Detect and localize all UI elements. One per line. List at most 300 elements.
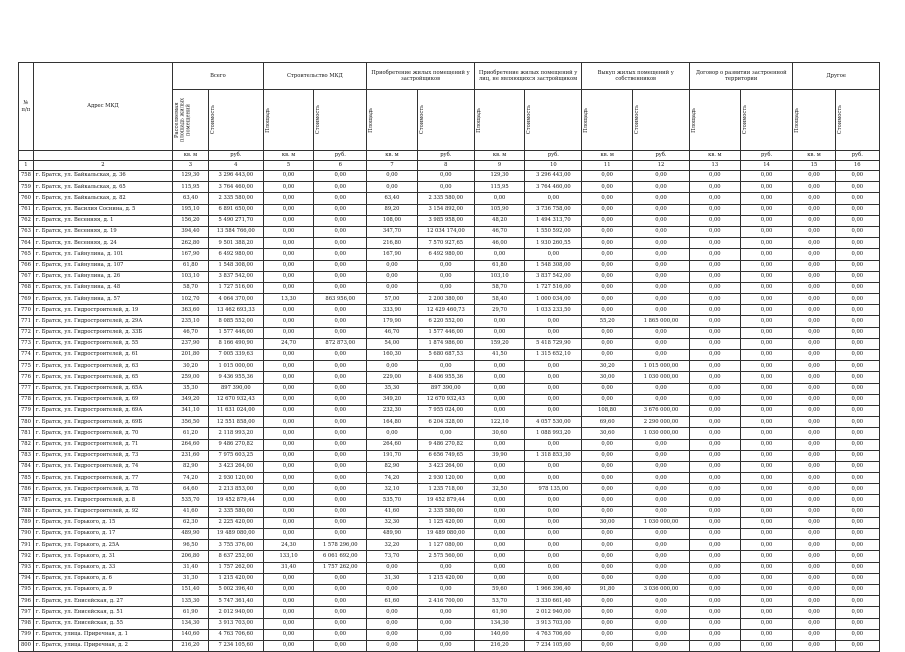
value-cell: 0,00 bbox=[740, 350, 793, 361]
value-cell: 3 330 661,40 bbox=[525, 596, 582, 607]
row-number-cell: 765 bbox=[19, 249, 34, 260]
value-cell: 0,00 bbox=[263, 461, 314, 472]
value-cell: 0,00 bbox=[582, 271, 633, 282]
value-cell: 0,00 bbox=[474, 439, 525, 450]
row-number-cell: 788 bbox=[19, 506, 34, 517]
value-cell: 13,30 bbox=[263, 294, 314, 305]
value-cell: 2 225 420,00 bbox=[208, 517, 263, 528]
value-cell: 394,40 bbox=[173, 226, 209, 237]
value-cell: 0,00 bbox=[835, 171, 879, 182]
value-cell: 1 315 652,10 bbox=[525, 350, 582, 361]
unit-rub: руб. bbox=[740, 151, 793, 161]
value-cell: 7 234 105,60 bbox=[208, 640, 263, 651]
value-cell: 0,00 bbox=[525, 495, 582, 506]
value-cell: 0,00 bbox=[740, 551, 793, 562]
header-area: Площадь bbox=[793, 90, 835, 151]
value-cell: 0,00 bbox=[740, 226, 793, 237]
value-cell: 978 135,00 bbox=[525, 484, 582, 495]
value-cell: 7 570 927,65 bbox=[417, 238, 474, 249]
row-number-cell: 791 bbox=[19, 540, 34, 551]
value-cell: 0,00 bbox=[835, 372, 879, 383]
value-cell: 1 548 308,00 bbox=[208, 260, 263, 271]
value-cell: 0,00 bbox=[633, 607, 690, 618]
table-row bbox=[19, 417, 880, 428]
value-cell: 0,00 bbox=[314, 450, 367, 461]
value-cell: 0,00 bbox=[793, 316, 835, 327]
value-cell: 0,00 bbox=[314, 417, 367, 428]
value-cell: 0,00 bbox=[835, 282, 879, 293]
value-cell: 0,00 bbox=[835, 573, 879, 584]
address-cell: г. Братск, ул. Гидростроителей, д. 8 bbox=[33, 495, 172, 506]
value-cell: 0,00 bbox=[740, 562, 793, 573]
address-cell: г. Братск, улица. Приречная, д. 2 bbox=[33, 640, 172, 651]
value-cell: 58,70 bbox=[173, 282, 209, 293]
column-number: 15 bbox=[793, 161, 835, 171]
value-cell: 0,00 bbox=[633, 350, 690, 361]
value-cell: 6 656 749,65 bbox=[417, 450, 474, 461]
value-cell: 63,40 bbox=[367, 193, 418, 204]
address-cell: г. Братск, ул. Весенняя, д. 1 bbox=[33, 215, 172, 226]
row-number-cell: 787 bbox=[19, 495, 34, 506]
value-cell: 0,00 bbox=[633, 215, 690, 226]
unit-rub: руб. bbox=[835, 151, 879, 161]
value-cell: 0,00 bbox=[633, 596, 690, 607]
value-cell: 0,00 bbox=[740, 607, 793, 618]
value-cell: 0,00 bbox=[417, 629, 474, 640]
value-cell: 206,80 bbox=[173, 551, 209, 562]
value-cell: 216,80 bbox=[367, 238, 418, 249]
address-cell: г. Братск, ул. Гидростроителей, д. 92 bbox=[33, 506, 172, 517]
address-cell: г. Братск, ул. Гидростроителей, д. 78 bbox=[33, 484, 172, 495]
value-cell: 0,00 bbox=[417, 271, 474, 282]
value-cell: 0,00 bbox=[835, 182, 879, 193]
value-cell: 160,30 bbox=[367, 350, 418, 361]
value-cell: 0,00 bbox=[263, 473, 314, 484]
value-cell: 61,90 bbox=[173, 607, 209, 618]
value-cell: 0,00 bbox=[633, 383, 690, 394]
table-row bbox=[19, 506, 880, 517]
value-cell: 0,00 bbox=[690, 461, 741, 472]
value-cell: 3 837 542,00 bbox=[525, 271, 582, 282]
value-cell: 0,00 bbox=[793, 495, 835, 506]
value-cell: 0,00 bbox=[793, 640, 835, 651]
value-cell: 0,00 bbox=[690, 338, 741, 349]
value-cell: 0,00 bbox=[835, 517, 879, 528]
value-cell: 0,00 bbox=[582, 282, 633, 293]
value-cell: 0,00 bbox=[263, 607, 314, 618]
value-cell: 0,00 bbox=[690, 551, 741, 562]
value-cell: 489,90 bbox=[367, 529, 418, 540]
value-cell: 0,00 bbox=[633, 450, 690, 461]
value-cell: 102,70 bbox=[173, 294, 209, 305]
address-cell: г. Братск, улица. Приречная, д. 1 bbox=[33, 629, 172, 640]
value-cell: 0,00 bbox=[582, 338, 633, 349]
value-cell: 0,00 bbox=[263, 417, 314, 428]
value-cell: 6 492 980,00 bbox=[208, 249, 263, 260]
value-cell: 1 088 993,20 bbox=[525, 428, 582, 439]
value-cell: 1 030 000,00 bbox=[633, 517, 690, 528]
value-cell: 0,00 bbox=[690, 204, 741, 215]
value-cell: 1 966 396,40 bbox=[525, 584, 582, 595]
value-cell: 46,70 bbox=[173, 327, 209, 338]
table-row bbox=[19, 394, 880, 405]
value-cell: 0,00 bbox=[793, 361, 835, 372]
table-row bbox=[19, 249, 880, 260]
value-cell: 115,95 bbox=[173, 182, 209, 193]
value-cell: 5 680 687,53 bbox=[417, 350, 474, 361]
table-row bbox=[19, 316, 880, 327]
value-cell: 3 423 264,00 bbox=[417, 461, 474, 472]
value-cell: 24,30 bbox=[263, 540, 314, 551]
value-cell: 3 837 542,00 bbox=[208, 271, 263, 282]
value-cell: 4 763 706,60 bbox=[208, 629, 263, 640]
value-cell: 0,00 bbox=[793, 182, 835, 193]
row-number-cell: 767 bbox=[19, 271, 34, 282]
value-cell: 0,00 bbox=[740, 182, 793, 193]
value-cell: 134,30 bbox=[173, 618, 209, 629]
value-cell: 108,80 bbox=[582, 405, 633, 416]
value-cell: 2 012 940,00 bbox=[525, 607, 582, 618]
row-number-cell: 784 bbox=[19, 461, 34, 472]
value-cell: 0,00 bbox=[525, 562, 582, 573]
table-row bbox=[19, 473, 880, 484]
value-cell: 6 204 328,00 bbox=[417, 417, 474, 428]
value-cell: 0,00 bbox=[740, 294, 793, 305]
value-cell: 3 676 000,00 bbox=[633, 405, 690, 416]
value-cell: 0,00 bbox=[314, 372, 367, 383]
row-number-cell: 774 bbox=[19, 350, 34, 361]
value-cell: 0,00 bbox=[582, 461, 633, 472]
value-cell: 134,30 bbox=[474, 618, 525, 629]
value-cell: 0,00 bbox=[690, 607, 741, 618]
value-cell: 12 551 858,00 bbox=[208, 417, 263, 428]
value-cell: 0,00 bbox=[793, 372, 835, 383]
value-cell: 9 436 955,36 bbox=[208, 372, 263, 383]
table-row bbox=[19, 529, 880, 540]
value-cell: 0,00 bbox=[263, 372, 314, 383]
value-cell: 82,90 bbox=[173, 461, 209, 472]
value-cell: 4 763 706,60 bbox=[525, 629, 582, 640]
table-row bbox=[19, 271, 880, 282]
value-cell: 0,00 bbox=[263, 405, 314, 416]
value-cell: 0,00 bbox=[690, 495, 741, 506]
value-cell: 0,00 bbox=[525, 193, 582, 204]
value-cell: 19 452 879,44 bbox=[417, 495, 474, 506]
column-number: 12 bbox=[633, 161, 690, 171]
header-group-territory: Договор о развитии застроенной территории bbox=[690, 63, 793, 90]
table-row bbox=[19, 405, 880, 416]
header-area: Площадь bbox=[582, 90, 633, 151]
value-cell: 0,00 bbox=[633, 495, 690, 506]
value-cell: 12 670 932,43 bbox=[208, 394, 263, 405]
value-cell: 0,00 bbox=[740, 506, 793, 517]
value-cell: 7 234 105,60 bbox=[525, 640, 582, 651]
value-cell: 0,00 bbox=[740, 327, 793, 338]
value-cell: 0,00 bbox=[633, 327, 690, 338]
value-cell: 0,00 bbox=[314, 361, 367, 372]
header-cost: Стоимость bbox=[417, 90, 474, 151]
value-cell: 0,00 bbox=[314, 226, 367, 237]
value-cell: 0,00 bbox=[740, 450, 793, 461]
value-cell: 0,00 bbox=[525, 573, 582, 584]
value-cell: 69,60 bbox=[582, 417, 633, 428]
value-cell: 0,00 bbox=[740, 361, 793, 372]
value-cell: 19 489 080,00 bbox=[417, 529, 474, 540]
value-cell: 0,00 bbox=[835, 338, 879, 349]
value-cell: 0,00 bbox=[633, 249, 690, 260]
value-cell: 363,60 bbox=[173, 305, 209, 316]
value-cell: 0,00 bbox=[582, 596, 633, 607]
address-cell: г. Братск, ул. Гидростроителей, д. 70 bbox=[33, 428, 172, 439]
column-number: 9 bbox=[474, 161, 525, 171]
address-cell: г. Братск, ул. Енисейская, д. 55 bbox=[33, 618, 172, 629]
value-cell: 89,20 bbox=[367, 204, 418, 215]
column-number: 7 bbox=[367, 161, 418, 171]
header-group-buyout: Выкуп жилых помещений у собственников bbox=[582, 63, 690, 90]
value-cell: 0,00 bbox=[793, 193, 835, 204]
value-cell: 1 215 420,00 bbox=[417, 573, 474, 584]
value-cell: 0,00 bbox=[474, 327, 525, 338]
row-number-cell: 794 bbox=[19, 573, 34, 584]
table-row bbox=[19, 294, 880, 305]
address-cell: г. Братск, ул. Байкальская, д. 65 bbox=[33, 182, 172, 193]
value-cell: 2 335 580,00 bbox=[208, 506, 263, 517]
value-cell: 0,00 bbox=[740, 249, 793, 260]
table-row bbox=[19, 640, 880, 651]
value-cell: 0,00 bbox=[314, 484, 367, 495]
table-row bbox=[19, 584, 880, 595]
value-cell: 39,90 bbox=[474, 450, 525, 461]
value-cell: 103,10 bbox=[474, 271, 525, 282]
value-cell: 0,00 bbox=[474, 193, 525, 204]
value-cell: 1 215 420,00 bbox=[208, 573, 263, 584]
row-number-cell: 770 bbox=[19, 305, 34, 316]
value-cell: 0,00 bbox=[633, 551, 690, 562]
value-cell: 2 930 120,00 bbox=[208, 473, 263, 484]
value-cell: 0,00 bbox=[314, 607, 367, 618]
value-cell: 0,00 bbox=[835, 506, 879, 517]
value-cell: 74,20 bbox=[173, 473, 209, 484]
value-cell: 0,00 bbox=[314, 428, 367, 439]
value-cell: 264,60 bbox=[367, 439, 418, 450]
value-cell: 0,00 bbox=[740, 417, 793, 428]
address-cell: г. Братск, ул. Гайнулина, д. 107 bbox=[33, 260, 172, 271]
header-cost: Стоимость bbox=[835, 90, 879, 151]
value-cell: 216,20 bbox=[173, 640, 209, 651]
row-number-cell: 773 bbox=[19, 338, 34, 349]
unit-blank bbox=[33, 151, 172, 161]
value-cell: 61,20 bbox=[173, 428, 209, 439]
value-cell: 0,00 bbox=[835, 495, 879, 506]
value-cell: 3 036 000,00 bbox=[633, 584, 690, 595]
address-cell: г. Братск, ул. Горького, д. 33 bbox=[33, 562, 172, 573]
value-cell: 0,00 bbox=[835, 461, 879, 472]
value-cell: 0,00 bbox=[740, 428, 793, 439]
value-cell: 1 930 260,55 bbox=[525, 238, 582, 249]
value-cell: 0,00 bbox=[690, 529, 741, 540]
value-cell: 2 200 380,00 bbox=[417, 294, 474, 305]
value-cell: 0,00 bbox=[793, 171, 835, 182]
value-cell: 0,00 bbox=[740, 238, 793, 249]
value-cell: 3 736 758,00 bbox=[525, 204, 582, 215]
value-cell: 0,00 bbox=[263, 260, 314, 271]
address-cell: г. Братск, ул. Гидростроителей, д. 33Б bbox=[33, 327, 172, 338]
value-cell: 2 012 940,00 bbox=[208, 607, 263, 618]
value-cell: 0,00 bbox=[793, 271, 835, 282]
value-cell: 0,00 bbox=[740, 405, 793, 416]
value-cell: 0,00 bbox=[690, 428, 741, 439]
value-cell: 0,00 bbox=[740, 540, 793, 551]
value-cell: 0,00 bbox=[582, 506, 633, 517]
value-cell: 0,00 bbox=[417, 171, 474, 182]
value-cell: 31,40 bbox=[263, 562, 314, 573]
value-cell: 3 154 892,00 bbox=[417, 204, 474, 215]
value-cell: 12 429 460,73 bbox=[417, 305, 474, 316]
value-cell: 0,00 bbox=[740, 484, 793, 495]
value-cell: 0,00 bbox=[314, 640, 367, 651]
value-cell: 0,00 bbox=[263, 529, 314, 540]
value-cell: 0,00 bbox=[263, 238, 314, 249]
row-number-cell: 760 bbox=[19, 193, 34, 204]
value-cell: 41,60 bbox=[173, 506, 209, 517]
value-cell: 1 000 034,00 bbox=[525, 294, 582, 305]
value-cell: 0,00 bbox=[690, 517, 741, 528]
header-group-non-developer: Приобретение жилых помещений у лиц, не являющихся застройщиком bbox=[474, 63, 582, 90]
value-cell: 159,20 bbox=[474, 338, 525, 349]
value-cell: 0,00 bbox=[835, 484, 879, 495]
row-number-cell: 781 bbox=[19, 428, 34, 439]
value-cell: 1 015 000,00 bbox=[633, 361, 690, 372]
value-cell: 489,90 bbox=[173, 529, 209, 540]
value-cell: 0,00 bbox=[793, 506, 835, 517]
table-row bbox=[19, 428, 880, 439]
value-cell: 73,70 bbox=[367, 551, 418, 562]
value-cell: 122,10 bbox=[474, 417, 525, 428]
value-cell: 0,00 bbox=[633, 439, 690, 450]
value-cell: 0,00 bbox=[633, 506, 690, 517]
value-cell: 0,00 bbox=[314, 249, 367, 260]
value-cell: 0,00 bbox=[740, 473, 793, 484]
value-cell: 0,00 bbox=[793, 383, 835, 394]
value-cell: 0,00 bbox=[582, 305, 633, 316]
value-cell: 0,00 bbox=[835, 271, 879, 282]
value-cell: 140,60 bbox=[474, 629, 525, 640]
value-cell: 2 335 580,00 bbox=[208, 193, 263, 204]
value-cell: 0,00 bbox=[314, 618, 367, 629]
value-cell: 0,00 bbox=[367, 584, 418, 595]
table-row bbox=[19, 215, 880, 226]
value-cell: 0,00 bbox=[835, 450, 879, 461]
column-number: 3 bbox=[173, 161, 209, 171]
value-cell: 0,00 bbox=[582, 640, 633, 651]
value-cell: 0,00 bbox=[835, 294, 879, 305]
value-cell: 0,00 bbox=[582, 540, 633, 551]
value-cell: 0,00 bbox=[835, 193, 879, 204]
value-cell: 0,00 bbox=[740, 573, 793, 584]
header-group-developer: Приобретение жилых помещений у застройщиков bbox=[367, 63, 475, 90]
address-cell: г. Братск, ул. Гидростроителей, д. 63 bbox=[33, 361, 172, 372]
header-cost: Стоимость bbox=[314, 90, 367, 151]
header-total-area: Расселяемая площадь жилых помещений bbox=[173, 90, 209, 151]
value-cell: 2 930 120,00 bbox=[417, 473, 474, 484]
value-cell: 96,50 bbox=[173, 540, 209, 551]
value-cell: 216,20 bbox=[474, 640, 525, 651]
row-number-cell: 762 bbox=[19, 215, 34, 226]
value-cell: 872 873,00 bbox=[314, 338, 367, 349]
value-cell: 2 335 580,00 bbox=[417, 506, 474, 517]
value-cell: 259,00 bbox=[173, 372, 209, 383]
value-cell: 0,00 bbox=[263, 495, 314, 506]
table-row bbox=[19, 450, 880, 461]
value-cell: 129,30 bbox=[474, 171, 525, 182]
table-row bbox=[19, 562, 880, 573]
value-cell: 0,00 bbox=[263, 327, 314, 338]
value-cell: 0,00 bbox=[690, 327, 741, 338]
value-cell: 0,00 bbox=[793, 215, 835, 226]
value-cell: 0,00 bbox=[793, 428, 835, 439]
address-cell: г. Братск, ул. Гидростроителей, д. 69Б bbox=[33, 417, 172, 428]
column-number: 1 bbox=[19, 161, 34, 171]
value-cell: 13 462 693,33 bbox=[208, 305, 263, 316]
value-cell: 156,20 bbox=[173, 215, 209, 226]
value-cell: 1 235 718,00 bbox=[417, 484, 474, 495]
value-cell: 0,00 bbox=[582, 226, 633, 237]
value-cell: 0,00 bbox=[474, 573, 525, 584]
header-rownum: № п/п bbox=[19, 63, 34, 151]
value-cell: 6 891 650,00 bbox=[208, 204, 263, 215]
address-cell: г. Братск, ул. Гидростроителей, д. 73 bbox=[33, 450, 172, 461]
row-number-cell: 786 bbox=[19, 484, 34, 495]
value-cell: 0,00 bbox=[314, 461, 367, 472]
value-cell: 53,70 bbox=[474, 596, 525, 607]
table-row bbox=[19, 193, 880, 204]
value-cell: 0,00 bbox=[525, 473, 582, 484]
value-cell: 0,00 bbox=[633, 271, 690, 282]
value-cell: 58,40 bbox=[474, 294, 525, 305]
value-cell: 0,00 bbox=[740, 394, 793, 405]
value-cell: 0,00 bbox=[690, 249, 741, 260]
value-cell: 0,00 bbox=[474, 383, 525, 394]
value-cell: 0,00 bbox=[525, 506, 582, 517]
table-row bbox=[19, 372, 880, 383]
row-number-cell: 797 bbox=[19, 607, 34, 618]
table-row bbox=[19, 238, 880, 249]
value-cell: 0,00 bbox=[633, 640, 690, 651]
address-cell: г. Братск, ул. Горького, д. 17 bbox=[33, 529, 172, 540]
value-cell: 235,10 bbox=[173, 316, 209, 327]
value-cell: 0,00 bbox=[367, 361, 418, 372]
value-cell: 0,00 bbox=[367, 171, 418, 182]
value-cell: 0,00 bbox=[525, 361, 582, 372]
value-cell: 29,70 bbox=[474, 305, 525, 316]
value-cell: 0,00 bbox=[263, 182, 314, 193]
value-cell: 5 002 396,40 bbox=[208, 584, 263, 595]
table-row bbox=[19, 618, 880, 629]
address-cell: г. Братск, ул. Гайнулина, д. 101 bbox=[33, 249, 172, 260]
value-cell: 0,00 bbox=[835, 260, 879, 271]
row-number-cell: 764 bbox=[19, 238, 34, 249]
value-cell: 0,00 bbox=[367, 607, 418, 618]
table-row bbox=[19, 226, 880, 237]
address-cell: г. Братск, ул. Горького, д. 6 bbox=[33, 573, 172, 584]
value-cell: 30,20 bbox=[173, 361, 209, 372]
value-cell: 0,00 bbox=[263, 428, 314, 439]
value-cell: 0,00 bbox=[835, 204, 879, 215]
value-cell: 0,00 bbox=[525, 327, 582, 338]
value-cell: 0,00 bbox=[740, 629, 793, 640]
value-cell: 1 874 986,00 bbox=[417, 338, 474, 349]
value-cell: 0,00 bbox=[367, 282, 418, 293]
